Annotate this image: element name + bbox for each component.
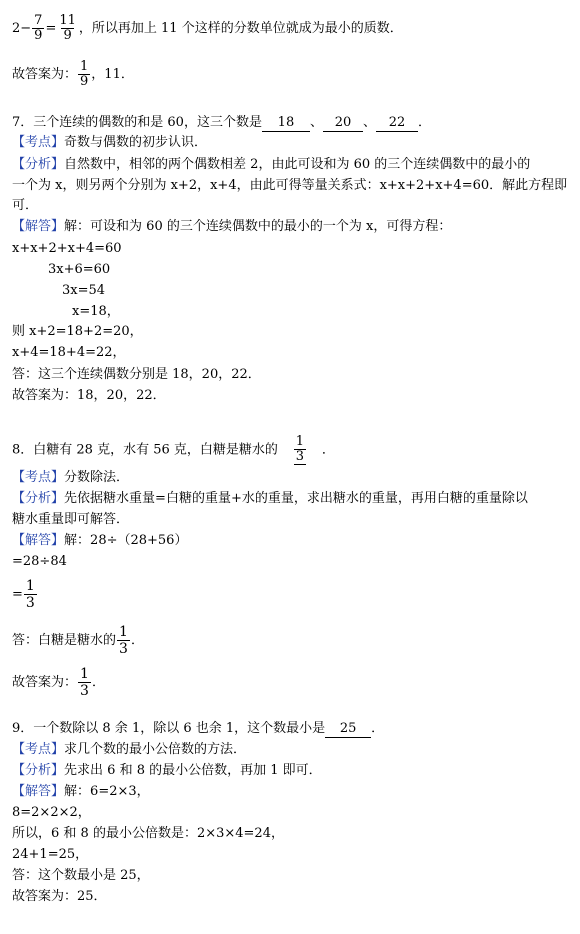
q7-question: 7．三个连续的偶数的和是 60，这三个数是 18 、 20 、 22 ． <box>12 115 431 130</box>
answer-blank: 25 <box>325 721 371 738</box>
q9-step: 所以，6 和 8 的最小公倍数是：2×3×4=24， <box>12 826 284 841</box>
q8-step: = $\frac{1}{3}$ <box>12 578 35 611</box>
q7-fenxi-line2: 一个为 x，则另两个分别为 x+2，x+4，由此可得等量关系式：x+x+2+x+4=60．解此方程即 <box>12 178 568 193</box>
q8-step: =28÷84 <box>12 554 67 569</box>
fenxi-label: 分析 <box>25 763 52 778</box>
expr-prefix: 2− <box>12 21 32 36</box>
q8-answer: 答：白糖是糖水的 $\frac{1}{3}$ ． <box>12 624 144 657</box>
answer-blank: 22 <box>376 115 418 132</box>
q7-answer: 答：这三个连续偶数分别是 18，20，22． <box>12 367 261 382</box>
q7-step: 3x=54 <box>62 283 106 298</box>
fraction: $\frac{1}{3}$ <box>80 666 89 699</box>
q7-step: x=18， <box>72 304 120 319</box>
q7-step: x+x+2+x+4=60 <box>12 241 122 256</box>
fraction: $\frac{1}{3}$ <box>295 434 305 464</box>
q7-jieda: 【解答】解：可设和为 60 的三个连续偶数中的最小的一个为 x，可得方程： <box>12 219 452 234</box>
q8-fenxi-line2: 糖水重量即可解答． <box>12 512 130 527</box>
fenxi-label: 分析 <box>25 157 52 172</box>
top-answer-line: 故答案为： $\frac{1}{9}$ ，11． <box>12 59 134 89</box>
q7-fenxi-line3: 可． <box>12 198 39 213</box>
q8-kaodian: 【考点】分数除法． <box>12 470 130 485</box>
q8-jieda: 【解答】解：28÷（28+56） <box>12 533 188 548</box>
q7-step: x+4=18+4=22， <box>12 345 126 360</box>
q9-fenxi: 【分析】先求出 6 和 8 的最小公倍数，再加 1 即可． <box>12 763 322 778</box>
jieda-label: 解答 <box>25 784 52 799</box>
q7-final-answer: 故答案为：18，20，22． <box>12 388 166 403</box>
q8-fenxi: 【分析】先依据糖水重量=白糖的重量+水的重量，求出糖水的重量，再用白糖的重量除以 <box>12 491 528 506</box>
fraction: $\frac{11}{9}$ <box>59 13 76 43</box>
fraction: $\frac{7}{9}$ <box>34 13 43 43</box>
fraction: $\frac{1}{3}$ <box>119 624 128 657</box>
q9-question: 9．一个数除以 8 余 1，除以 6 也余 1，这个数最小是 25 ． <box>12 721 385 736</box>
q9-step: 24+1=25， <box>12 847 89 862</box>
equals: = <box>45 21 57 36</box>
q7-kaodian: 【考点】奇数与偶数的初步认识． <box>12 135 208 150</box>
jieda-label: 解答 <box>25 219 52 234</box>
q9-jieda: 【解答】解：6=2×3， <box>12 784 150 799</box>
answer-blank: 18 <box>262 115 310 132</box>
kaodian-label: 考点 <box>25 470 52 485</box>
fraction: $\frac{1}{3}$ <box>25 578 35 611</box>
q8-question: 8．白糖有 28 克，水有 56 克，白糖是糖水的 $\frac{1}{3}$ ． <box>12 434 335 464</box>
answer-blank <box>278 435 322 465</box>
answer-blank: 20 <box>323 115 363 132</box>
top-expression-line <box>12 14 403 43</box>
q9-step: 8=2×2×2， <box>12 805 91 820</box>
q7-step: 则 x+2=18+2=20， <box>12 324 143 339</box>
kaodian-label: 考点 <box>25 135 52 150</box>
q7-fenxi: 【分析】自然数中，相邻的两个偶数相差 2，由此可设和为 60 的三个连续偶数中的最小的 <box>12 157 531 172</box>
fraction: $\frac{1}{9}$ <box>80 59 89 89</box>
q9-answer: 答：这个数最小是 25， <box>12 868 150 883</box>
kaodian-label: 考点 <box>25 742 52 757</box>
explanation-text: ，所以再加上 11 个这样的分数单位就成为最小的质数． <box>78 21 403 36</box>
q9-final-answer: 故答案为：25． <box>12 889 107 904</box>
fenxi-label: 分析 <box>25 491 52 506</box>
q8-final-answer: 故答案为： $\frac{1}{3}$ ． <box>12 666 105 699</box>
q9-kaodian: 【考点】求几个数的最小公倍数的方法． <box>12 742 247 757</box>
q7-step: 3x+6=60 <box>48 262 111 277</box>
jieda-label: 解答 <box>25 533 52 548</box>
